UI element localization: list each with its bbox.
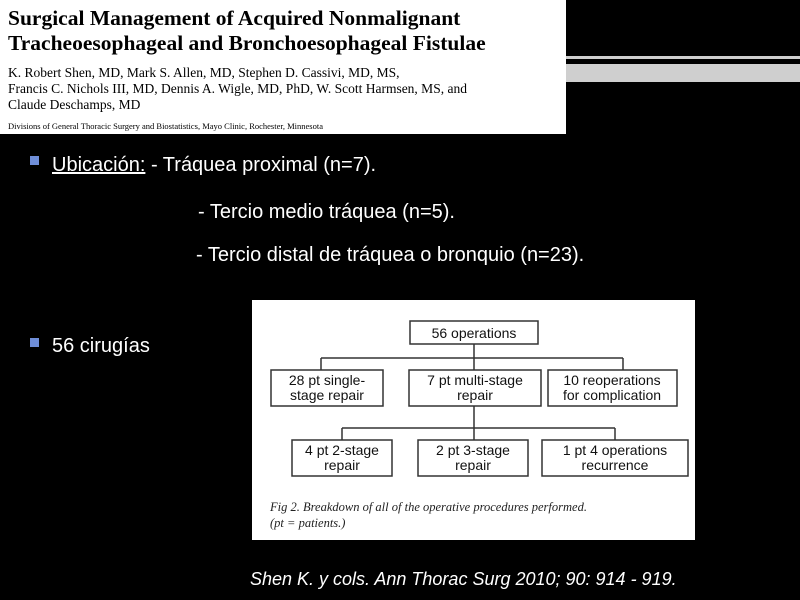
node-4-operations-line2: recurrence [581,457,649,473]
location-label: Ubicación: [52,154,146,176]
paper-authors-line2: Francis C. Nichols III, MD, Dennis A. Wigle, MD, PhD, W. Scott Harmsen, MS, and [8,81,467,96]
paper-title-line1: Surgical Management of Acquired Nonmalignant [8,6,461,30]
paper-authors-line3: Claude Deschamps, MD [8,97,141,112]
location-item-distal: - Tercio distal de tráquea o bronquio (n=23). [196,244,585,266]
bullet-square-icon [30,338,39,347]
header-stripe-thick [566,64,800,82]
paper-affiliation: Divisions of General Thoracic Surgery and Biostatistics, Mayo Clinic, Rochester, Minnesota [8,121,323,131]
paper-title-line2: Tracheoesophageal and Bronchoesophageal Fistulae [8,31,486,55]
header-stripe-thin [566,56,800,59]
node-single-stage-line1: 28 pt single- [288,372,366,388]
node-multi-stage-line2: repair [457,387,493,403]
figure-caption-line2: (pt = patients.) [270,516,346,530]
node-reoperations-line1: 10 reoperations [563,372,661,388]
bullet-square-icon [30,156,39,165]
paper-title [8,6,486,56]
node-3-stage-line1: 2 pt 3-stage [436,442,510,458]
node-single-stage-line2: stage repair [290,387,364,403]
node-multi-stage-line1: 7 pt multi-stage [427,372,523,388]
node-2-stage-line1: 4 pt 2-stage [305,442,379,458]
paper-header-image [0,0,566,134]
figure-caption-line1: Fig 2. Breakdown of all of the operative procedures performed. [270,500,587,514]
node-4-operations-line1: 1 pt 4 operations [562,442,668,458]
location-item-proximal: - Tráquea proximal (n=7). [145,154,377,176]
surgeries-line: 56 cirugías [52,335,150,357]
node-3-stage-line2: repair [455,457,491,473]
location-item-middle: - Tercio medio tráquea (n=5). [198,201,455,223]
paper-authors [8,65,467,113]
node-reoperations-line2: for complication [562,387,662,403]
paper-authors-line1: K. Robert Shen, MD, Mark S. Allen, MD, Stephen D. Cassivi, MD, MS, [8,65,400,80]
node-2-stage-line2: repair [324,457,360,473]
node-root-label: 56 operations [431,325,517,341]
figure-caption [270,499,587,531]
citation: Shen K. y cols. Ann Thorac Surg 2010; 90: 914 - 919. [250,569,677,589]
location-line [52,153,376,177]
operations-flowchart-figure [252,300,695,540]
